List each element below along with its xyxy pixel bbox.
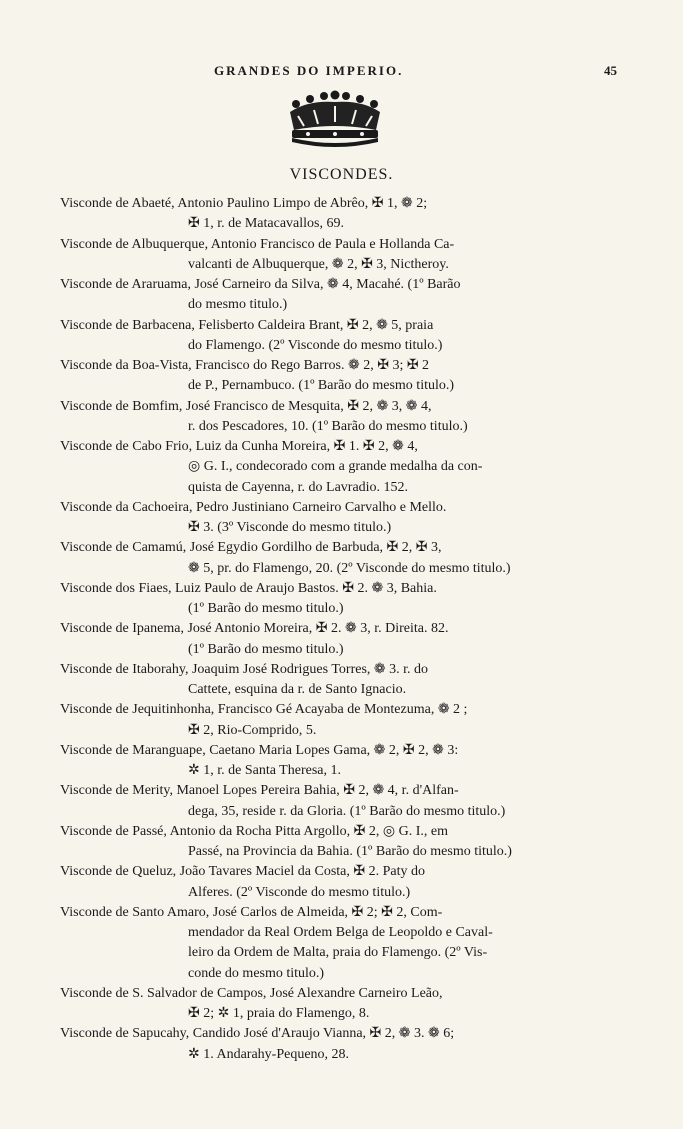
entry-line: Visconde de Camamú, José Egydio Gordilho de Barbuda, ✠ 2, ✠ 3, [60, 540, 442, 556]
entry-line: de P., Pernambuco. (1º Barão do mesmo titulo.) [188, 378, 455, 394]
visconde-entry [60, 903, 640, 984]
crown-icon [268, 90, 402, 150]
entry-line: Visconde de Sapucahy, Candido José d'Araujo Vianna, ✠ 2, ❁ 3. ❁ 6; [60, 1026, 455, 1042]
visconde-entry [60, 822, 640, 863]
entry-line: Visconde de Queluz, João Tavares Maciel da Costa, ✠ 2. Paty do [60, 864, 426, 880]
entry-line: Visconde de Cabo Frio, Luiz da Cunha Moreira, ✠ 1. ✠ 2, ❁ 4, [60, 439, 418, 454]
visconde-entry [60, 538, 640, 579]
visconde-entry [60, 700, 640, 741]
visconde-entry [60, 984, 640, 1025]
entry-line: Visconde de Merity, Manoel Lopes Pereira Bahia, ✠ 2, ❁ 4, r. d'Alfan- [60, 783, 459, 799]
visconde-entry [60, 579, 640, 620]
section-title: VISCONDES. [289, 166, 394, 183]
entry-line: ◎ G. I., condecorado com a grande medalha da con- [188, 459, 483, 475]
visconde-entry [60, 619, 640, 660]
visconde-entry [60, 194, 640, 235]
page-number: 45 [604, 63, 617, 78]
entry-line: do Flamengo. (2º Visconde do mesmo titulo.) [188, 337, 443, 353]
entry-line: quista de Cayenna, r. do Lavradio. 152. [188, 479, 409, 495]
entry-line: Visconde de Itaborahy, Joaquim José Rodrigues Torres, ❁ 3. r. do [60, 661, 429, 677]
entry-line: conde do mesmo titulo.) [188, 965, 325, 981]
entry-line: ✲ 1. Andarahy-Pequeno, 28. [188, 1046, 350, 1062]
visconde-entry [60, 437, 640, 498]
visconde-entry [60, 660, 640, 701]
entry-line: (1º Barão do mesmo titulo.) [188, 641, 344, 657]
entry-line: Cattete, esquina da r. de Santo Ignacio. [188, 682, 407, 697]
entry-line: Visconde de Ipanema, José Antonio Moreira, ✠ 2. ❁ 3, r. Direita. 82. [60, 621, 449, 637]
entry-line: Visconde de Passé, Antonio da Rocha Pitta Argollo, ✠ 2, ◎ G. I., em [60, 823, 448, 839]
entry-line: Visconde de Barbacena, Felisberto Caldeira Brant, ✠ 2, ❁ 5, praia [60, 317, 434, 333]
visconde-entry [60, 397, 640, 438]
visconde-entry [60, 275, 640, 316]
entry-line: Visconde de S. Salvador de Campos, José Alexandre Carneiro Leão, [60, 985, 443, 1001]
entry-line: (1º Barão do mesmo titulo.) [188, 601, 344, 616]
entry-line: Visconde de Jequitinhonha, Francisco Gé Acayaba de Montezuma, ❁ 2 ; [60, 702, 468, 718]
running-title: GRANDES DO IMPERIO. [214, 63, 404, 78]
visconde-entry [60, 781, 640, 822]
visconde-entry [60, 1024, 640, 1065]
entry-line: leiro da Ordem de Malta, praia do Flamengo. (2º Vis- [188, 945, 488, 961]
entries-list [60, 194, 640, 1065]
entry-line: ✠ 3. (3º Visconde do mesmo titulo.) [188, 520, 392, 535]
entry-line: Visconde de Abaeté, Antonio Paulino Limpo de Abrêo, ✠ 1, ❁ 2; [60, 196, 428, 211]
entry-line: ✠ 1, r. de Matacavallos, 69. [188, 216, 344, 232]
entry-line: r. dos Pescadores, 10. (1º Barão do mesmo titulo.) [188, 418, 468, 434]
entry-line: Visconde de Bomfim, José Francisco de Mesquita, ✠ 2, ❁ 3, ❁ 4, [60, 398, 432, 414]
visconde-entry [60, 862, 640, 903]
entry-line: mendador da Real Ordem Belga de Leopoldo e Caval- [188, 925, 493, 940]
entry-line: Visconde da Cachoeira, Pedro Justiniano Carneiro Carvalho e Mello. [60, 499, 447, 515]
entry-line: Visconde da Boa-Vista, Francisco do Rego Barros. ❁ 2, ✠ 3; ✠ 2 [60, 358, 430, 373]
visconde-entry [60, 235, 640, 276]
entry-line: do mesmo titulo.) [188, 297, 288, 313]
entry-line: Visconde de Albuquerque, Antonio Francisco de Paula e Hollanda Ca- [60, 236, 455, 252]
entry-line: Visconde de Araruama, José Carneiro da Silva, ❁ 4, Macahé. (1º Barão [60, 277, 461, 292]
entry-line: ❁ 5, pr. do Flamengo, 20. (2º Visconde do mesmo titulo.) [188, 560, 511, 576]
entry-line: ✠ 2; ✲ 1, praia do Flamengo, 8. [188, 1006, 370, 1021]
entry-line: Visconde de Maranguape, Caetano Maria Lopes Gama, ❁ 2, ✠ 2, ❁ 3: [60, 742, 459, 758]
visconde-entry [60, 741, 640, 782]
entry-line: Alferes. (2º Visconde do mesmo titulo.) [188, 884, 411, 900]
entry-line: Visconde de Santo Amaro, José Carlos de Almeida, ✠ 2; ✠ 2, Com- [60, 904, 443, 920]
entry-line: dega, 35, reside r. da Gloria. (1º Barão do mesmo titulo.) [188, 803, 506, 819]
visconde-entry [60, 498, 640, 539]
running-head [0, 63, 683, 83]
entry-line: valcanti de Albuquerque, ❁ 2, ✠ 3, Nictheroy. [188, 256, 449, 272]
visconde-entry [60, 316, 640, 357]
entry-line: ✲ 1, r. de Santa Theresa, 1. [188, 763, 341, 778]
entry-line: ✠ 2, Rio-Comprido, 5. [188, 722, 317, 738]
visconde-entry [60, 356, 640, 397]
entry-line: Passé, na Provincia da Bahia. (1º Barão do mesmo titulo.) [188, 844, 512, 859]
entry-line: Visconde dos Fiaes, Luiz Paulo de Araujo Bastos. ✠ 2. ❁ 3, Bahia. [60, 580, 437, 596]
